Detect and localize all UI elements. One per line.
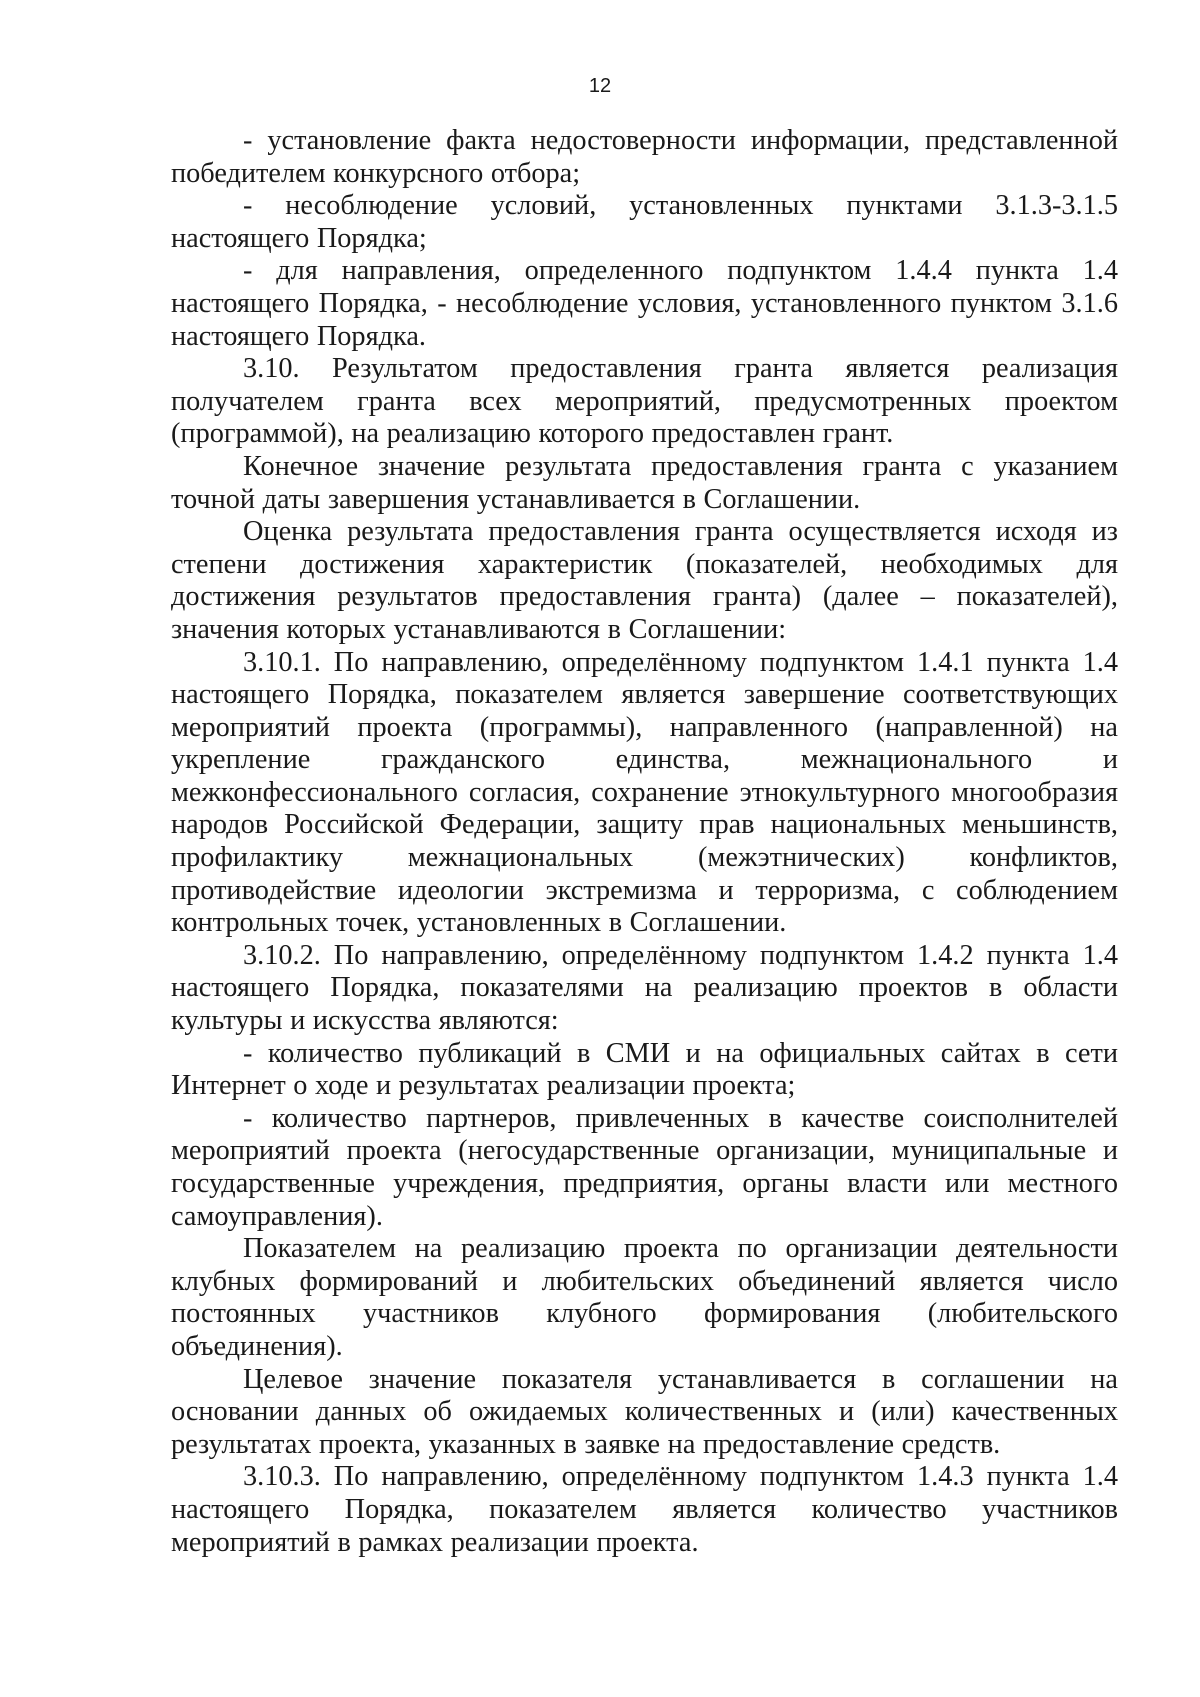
paragraph-bullet-direction-1-4-4: - для направления, определенного подпунктом 1.4.4 пункта 1.4 настоящего Порядка, - несоблюдение условия, установленного пунктом 3.1.6 настоящего Порядка.: [171, 255, 1118, 352]
paragraph-bullet-publications: - количество публикаций в СМИ и на официальных сайтах в сети Интернет о ходе и результатах реализации проекта;: [171, 1037, 1118, 1102]
paragraph-evaluation: Оценка результата предоставления гранта осуществляется исходя из степени достижения характеристик (показателей, необходимых для достижения результатов предоставления гранта) (далее – показателей), значения которых устанавливаются в Соглашении:: [171, 516, 1118, 645]
paragraph-3-10-2: 3.10.2. По направлению, определённому подпунктом 1.4.2 пункта 1.4 настоящего Порядка, показателями на реализацию проектов в области культуры и искусства являются:: [171, 939, 1118, 1037]
paragraph-target-value: Целевое значение показателя устанавливается в соглашении на основании данных об ожидаемых количественных и (или) качественных результатах проекта, указанных в заявке на предоставление средств.: [171, 1363, 1118, 1460]
paragraph-3-10-1: 3.10.1. По направлению, определённому подпунктом 1.4.1 пункта 1.4 настоящего Порядка, показателем является завершение соответствующих мероприятий проекта (программы), направленного (направленной) на укрепление гражданского единства, межнационального и межконфессионального согласия, сохранение этнокультурного многообразия народов Российской Федерации, защиту прав национальных меньшинств, профилактику межнациональных (межэтнических) конфликтов, противодействие идеологии экстремизма и терроризма, с соблюдением контрольных точек, установленных в Соглашении.: [171, 646, 1118, 939]
paragraph-club-indicator: Показателем на реализацию проекта по организации деятельности клубных формирований и любительских объединений является число постоянных участников клубного формирования (любительского объединения).: [171, 1233, 1118, 1362]
paragraph-3-10-3: 3.10.3. По направлению, определённому подпунктом 1.4.3 пункта 1.4 настоящего Порядка, показателем является количество участников мероприятий в рамках реализации проекта.: [171, 1461, 1118, 1558]
paragraph-bullet-noncompliance: - несоблюдение условий, установленных пунктами 3.1.3-3.1.5 настоящего Порядка;: [171, 190, 1118, 254]
document-body: [171, 125, 1118, 1559]
paragraph-bullet-partners: - количество партнеров, привлеченных в качестве соисполнителей мероприятий проекта (негосударственные организации, муниципальные и государственные учреждения, предприятия, органы власти или местного самоуправления).: [171, 1102, 1118, 1232]
paragraph-final-value: Конечное значение результата предоставления гранта с указанием точной даты завершения устанавливается в Соглашении.: [171, 450, 1118, 515]
page-number: 12: [588, 75, 612, 97]
paragraph-3-10: 3.10. Результатом предоставления гранта является реализация получателем гранта всех мероприятий, предусмотренных проектом (программой), на реализацию которого предоставлен грант.: [171, 353, 1118, 450]
paragraph-bullet-unreliable-info: - установление факта недостоверности информации, представленной победителем конкурсного отбора;: [171, 125, 1118, 189]
